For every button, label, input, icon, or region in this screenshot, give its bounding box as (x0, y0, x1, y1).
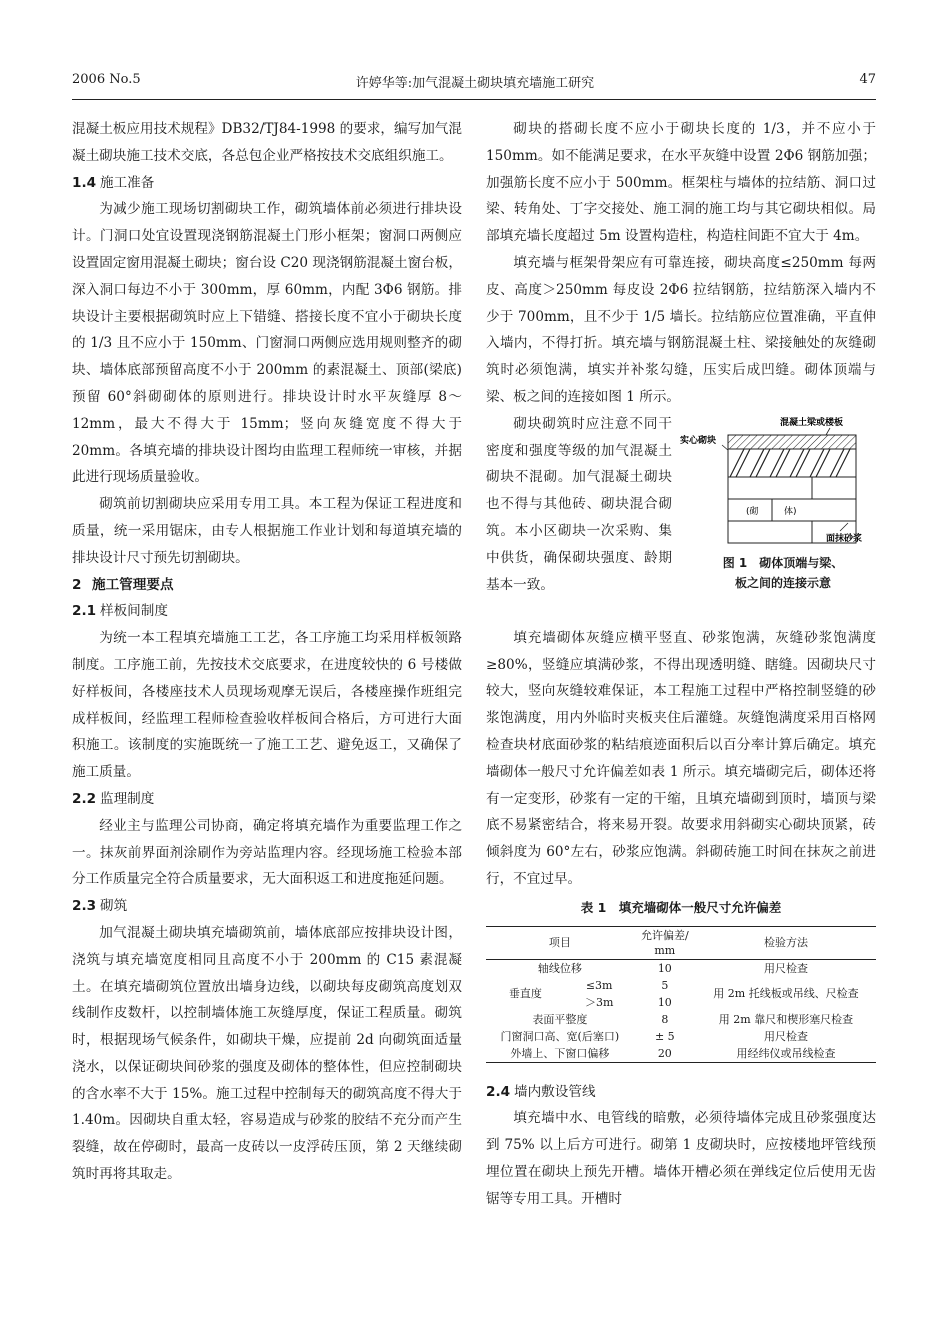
header-rule (72, 99, 876, 100)
table-row: 表面平整度 8 用 2m 靠尺和楔形塞尺检查 (532, 1012, 854, 1026)
paragraph: 砌筑前切割砌块应采用专用工具。本工程为保证工程进度和质量，统一采用锯床，由专人根据施工作业计划和每道填充墙的排块设计尺寸预先切割砌块。 (72, 496, 462, 566)
paragraph: 填充墙中水、电管线的暗敷，必须待墙体完成且砂浆强度达到 75% 以上后方可进行。砌第 1 皮砌块时，应按楼地坪管线预埋位置在砌块上预先开槽。墙体开槽必须在弹线定位后使用无齿锯等专用工具。开槽时 (486, 1110, 876, 1207)
label-solid-block: 实心砌块 (680, 435, 717, 446)
paragraph: 为减少施工现场切割砌块工作，砌筑墙体前必须进行排块设计。门洞口处宜设置现浇钢筋混凝土门形小框架；窗洞口两侧应设置固定窗用混凝土砌块；窗台设 C20 现浇钢筋混凝土窗台板，深入洞口每边不小于 300mm，厚 60mm，内配 3Φ6 钢筋。排块设计主要根据砌筑时应上下错缝、搭接长度不宜小于砌块长度的 1/3 且不应小于 150mm、门窗洞口两侧应选用规则整齐的砌块、墙体底部预留高度不小于 200mm 的素混凝土、顶部(梁底)预留 60°斜砌砌体的原则进行。排块设计时水平灰缝厚 8～12mm，最大不得大于 15mm；竖向灰缝宽度不得大于 20mm。各填充墙的排块设计图均由监理工程师统一审核，并据此进行现场质量验收。 (72, 201, 462, 486)
page-number: 47 (859, 72, 876, 87)
table-row: 垂直度 ≤3m 5 用 2m 托线板或吊线、尺检查 (508, 978, 859, 1001)
issue-label: 2006 No.5 (72, 72, 141, 87)
figure-caption: 图 1 砌体顶端与梁、 板之间的连接示意 (722, 555, 844, 590)
section-heading: 1.4 施工准备 (72, 174, 155, 191)
table-caption: 表 1 填充墙砌体一般尺寸允许偏差 (580, 899, 782, 915)
tolerance-table (486, 926, 876, 1063)
paragraph: 为统一本工程填充墙施工工艺，各工序施工均采用样板领路制度。工序施工前，先按技术交底要求，在进度较快的 6 号楼做好样板间，各楼座技术人员现场观摩无误后，各楼座操作班组完成样板间，经监理工程师检查验收样板间合格后，方可进行大面积施工。该制度的实施既统一了施工工艺、避免返工，又确保了施工质量。 (72, 630, 462, 781)
wall-connection-diagram (680, 413, 876, 551)
section-heading: 2.3 砌筑 (72, 898, 128, 915)
paragraph: 填充墙与框架骨架应有可靠连接，砌块高度≤250mm 每两皮、高度＞250mm 每皮设 2Φ6 拉结钢筋，拉结筋深入墙内不少于 700mm，且不少于 1/5 墙长。拉结筋应位置准确，平直伸入墙内，不得打折。填充墙与钢筋混凝土柱、梁接触处的灰缝砌筑时必须饱满，填实并补浆勾缝，压实后成凹缝。砌体顶端与梁、板之间的连接如图 1 所示。 (486, 254, 876, 405)
running-title: 许婷华等:加气混凝土砌块填充墙施工研究 (355, 76, 595, 91)
paragraph: 砌块砌筑时应注意不同干密度和强度等级的加气混凝土砌块不混砌。加气混凝土砌块也不得与其他砖、砌块混合砌筑。本小区砌块一次采购、集中供货，确保砌块强度、龄期基本一致。 (486, 415, 672, 593)
paragraph: 经业主与监理公司协商，确定将填充墙作为重要监理工作之一。抹灰前界面剂涂刷作为旁站监理内容。经现场施工检验本部分工作质量完全符合质量要求，无大面积返工和进度拖延问题。 (72, 817, 462, 888)
table-row: ＞3m 10 (584, 995, 672, 1009)
paragraph: 混凝土板应用技术规程》DB32/TJ84-1998 的要求，编写加气混凝土砌块施工技术交底，各总包企业严格按技术交底组织施工。 (72, 121, 462, 164)
col-header-deviation: 允许偏差/ mm (634, 926, 696, 959)
paragraph: 加气混凝土砌块填充墙砌筑前，墙体底部应按排块设计图，浇筑与填充墙宽度相同且高度不小于 200mm 的 C15 素混凝土。在填充墙砌筑位置放出墙身边线，以砌块每皮砌筑高度划双线制作皮数杆，以控制墙体施工灰缝厚度，保证工程质量。砌筑时，根据现场气候条件，如砌块干燥，应提前 2d 向砌筑面适量浇水，以保证砌块间砂浆的强度及砌体的整体性，但应控制砌块的含水率不大于 15%。施工过程中控制每天的砌筑高度不得大于 1.40m。因砌块自重太轻，容易造成与砂浆的胶结不充分而产生裂缝，故在停砌时，最高一皮砖以一皮浮砖压顶，第 2 天继续砌筑时再将其取走。 (72, 924, 462, 1183)
label-mortar: 面抹砂浆 (826, 533, 863, 544)
col-header-method: 检验方法 (696, 926, 876, 959)
table-row: 门窗洞口高、宽(后塞口) ± 5 用尺检查 (500, 1029, 808, 1043)
col-header-item: 项目 (486, 926, 634, 959)
label-beam: 混凝土梁或楼板 (780, 417, 844, 428)
section-heading: 2.2 监理制度 (72, 790, 155, 807)
figure-block (486, 411, 876, 625)
table-row: 外墙上、下窗口偏移 20 用经纬仪或吊线检查 (486, 1045, 876, 1063)
figure-1 (680, 413, 876, 623)
table-row: 轴线位移 10 用尺检查 (537, 961, 808, 975)
paragraph: 填充墙砌体灰缝应横平竖直、砂浆饱满，灰缝砂浆饱满度≥80%，竖缝应填满砂浆，不得出现透明缝、瞎缝。因砌块尺寸较大，竖向灰缝较难保证，本工程施工过程中严格控制竖缝的砂浆饱满度，用内外临时夹板夹住后灌缝。灰缝饱满度采用百格网检查块材底面砂浆的粘结痕迹面积后以百分率计算后确定。填充墙砌体一般尺寸允许偏差如表 1 所示。填充墙砌完后，砌体还将有一定变形，砂浆有一定的干缩，且填充墙砌到顶时，墙顶与梁底不易紧密结合，将来易开裂。故要求用斜砌实心砌块顶紧，砖倾斜度为 60°左右，砂浆应饱满。斜砌砖施工时间在抹灰之前进行，不宜过早。 (486, 629, 876, 887)
section-heading: 2.4 墙内敷设管线 (486, 1083, 596, 1100)
right-column (486, 116, 876, 1213)
left-column (72, 116, 462, 1188)
section-heading: 2 施工管理要点 (72, 576, 174, 593)
section-heading: 2.1 样板间制度 (72, 603, 168, 620)
label-masonry-left: (砌 (746, 506, 759, 517)
paragraph: 砌块的搭砌长度不应小于砌块长度的 1/3，并不应小于 150mm。如不能满足要求，在水平灰缝中设置 2Φ6 钢筋加强；加强筋长度不应小于 500mm。框架柱与墙体的拉结筋、洞口过梁、转角处、丁字交接处、施工洞的施工均与其它砌块相似。局部填充墙长度超过 5m 设置构造柱，构造柱间距不宜大于 4m。 (486, 121, 876, 245)
label-masonry-right: 体) (784, 506, 797, 517)
beam-slab (728, 435, 856, 449)
